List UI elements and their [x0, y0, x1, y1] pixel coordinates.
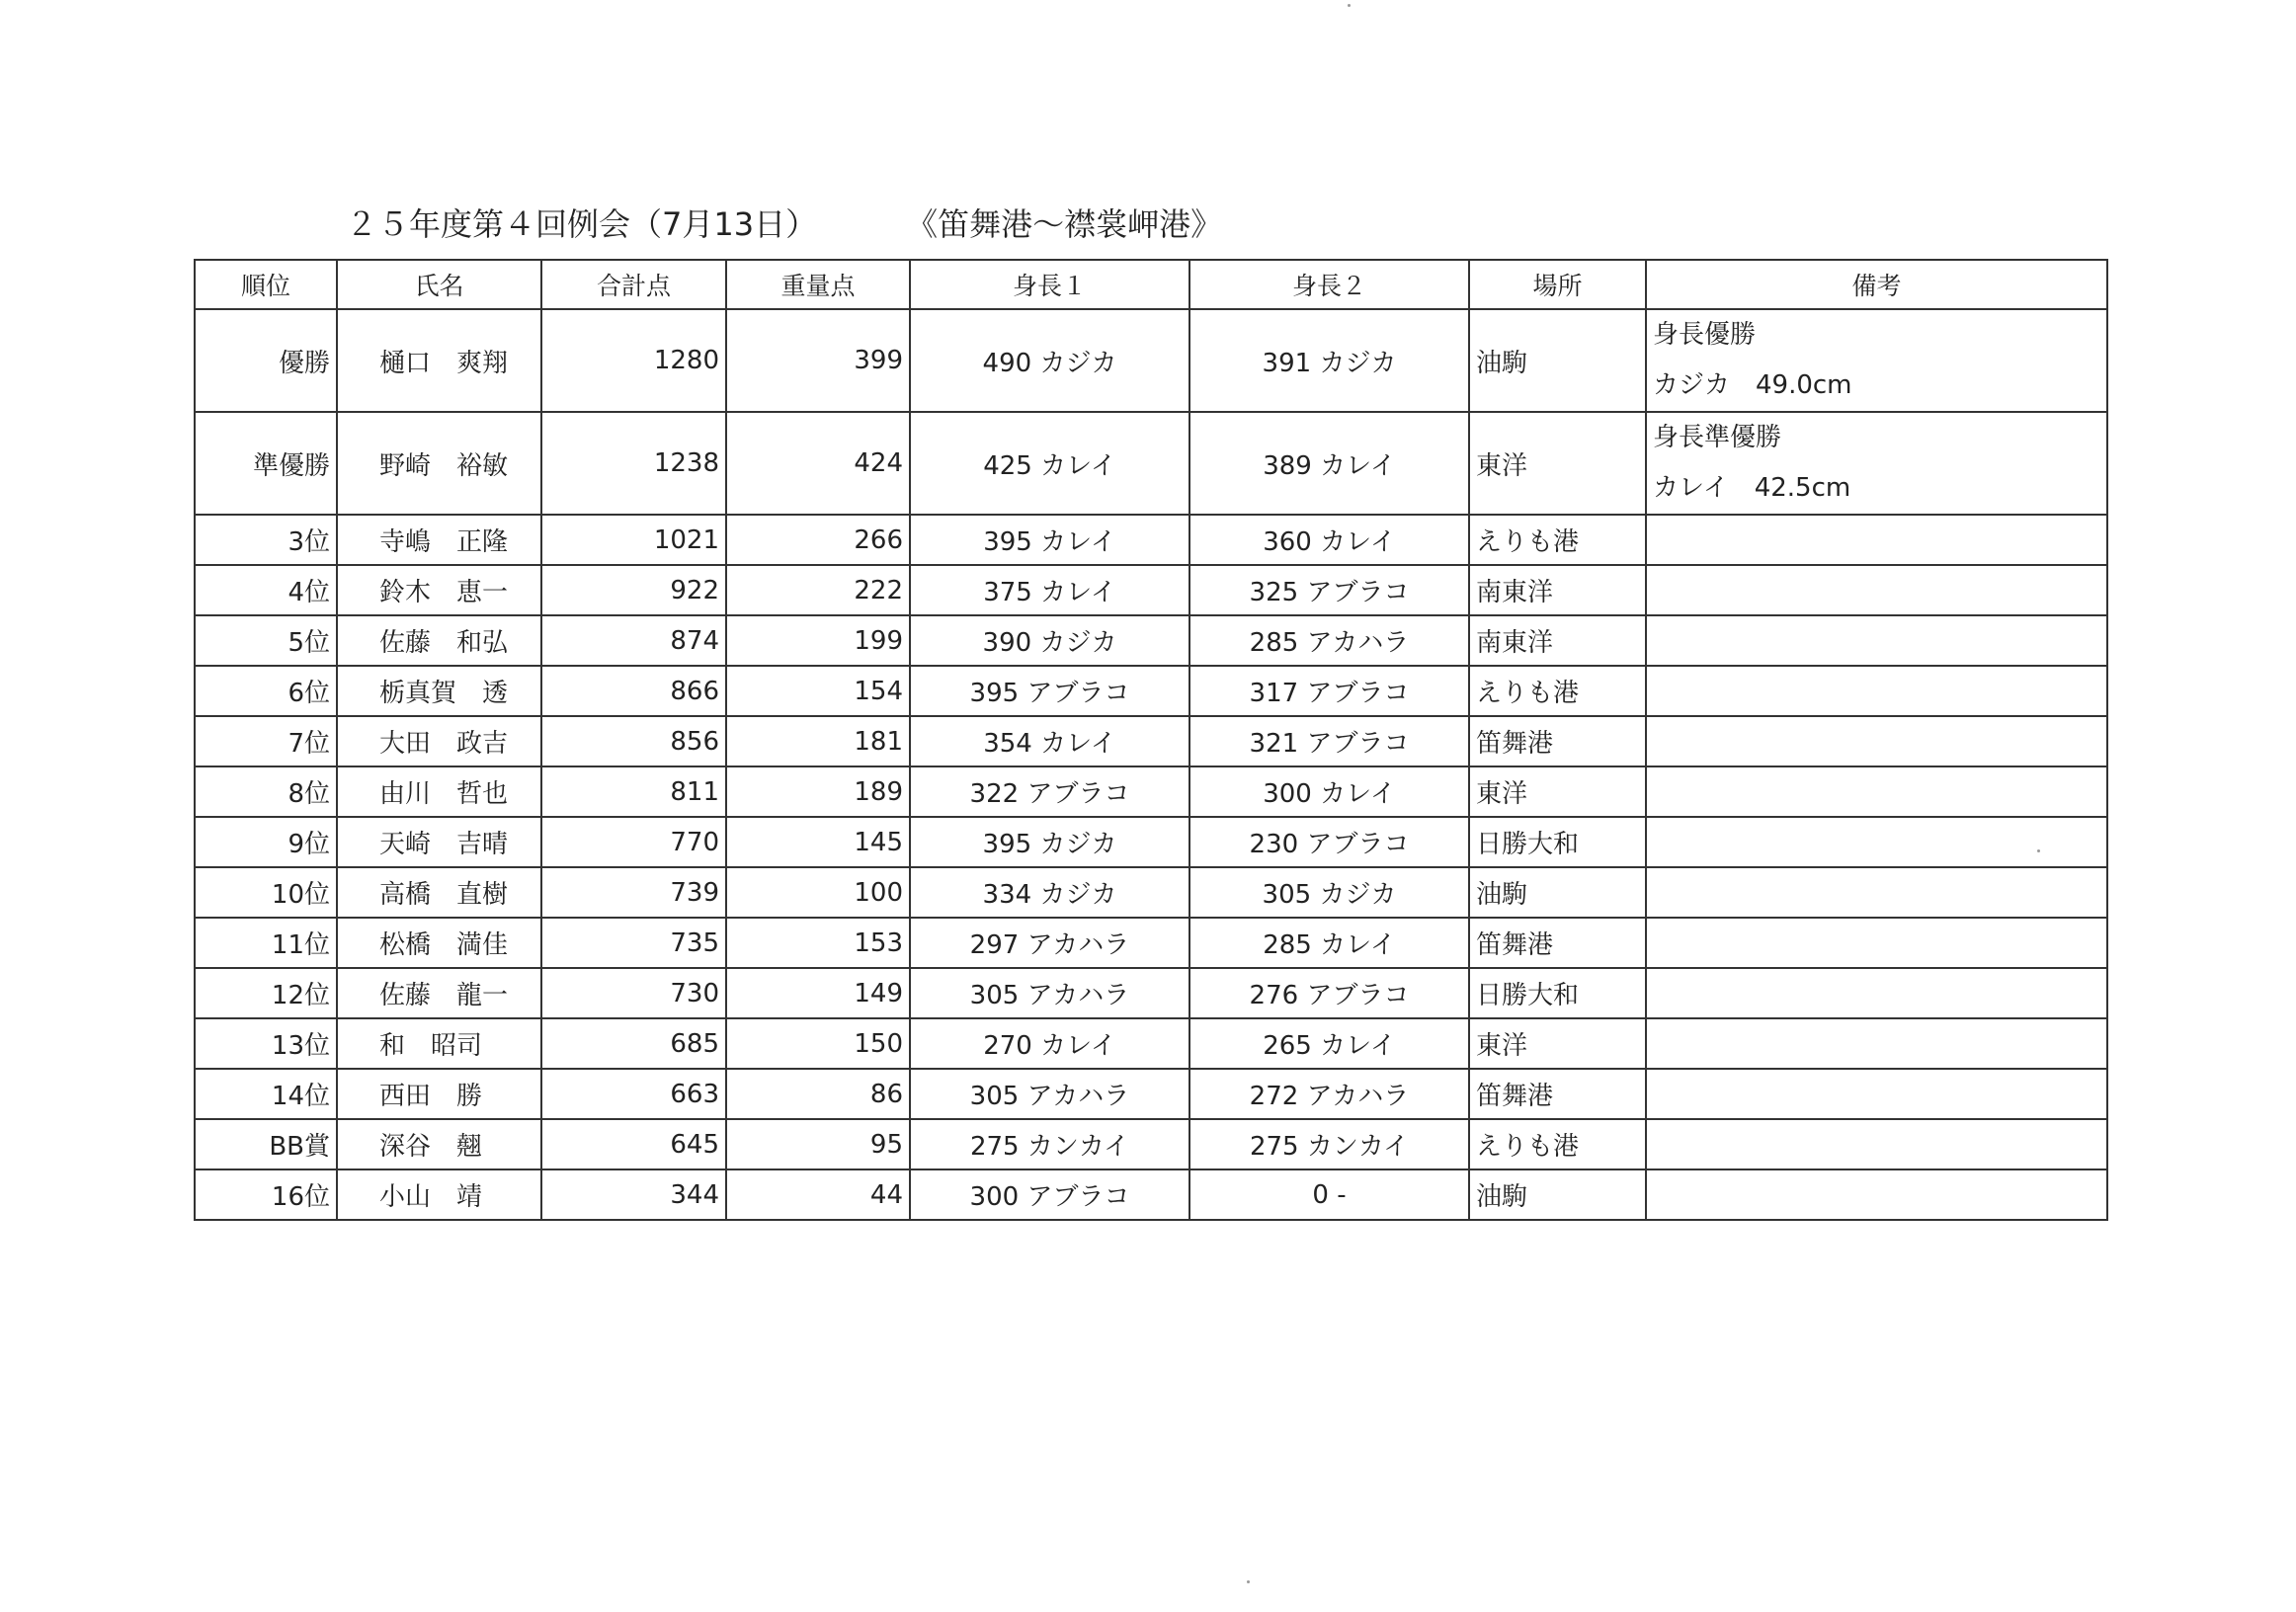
weight-score-cell: 154 — [726, 666, 910, 716]
total-score-cell: 663 — [541, 1069, 726, 1119]
place-cell: 日勝大和 — [1469, 817, 1646, 867]
notes-cell — [1646, 1119, 2107, 1169]
total-score-cell: 856 — [541, 716, 726, 766]
rank-cell: 準優勝 — [195, 412, 337, 515]
table-row — [195, 1169, 2107, 1220]
table-row — [195, 412, 2107, 515]
rank-cell: 11位 — [195, 918, 337, 968]
place-cell: 日勝大和 — [1469, 968, 1646, 1018]
meeting-title: ２５年度第４回例会（7月13日） — [346, 205, 818, 243]
name-cell: 樋口 爽翔 — [337, 309, 541, 412]
length-2-cell: 285 アカハラ — [1189, 615, 1469, 666]
name-cell: 鈴木 恵一 — [337, 565, 541, 615]
route-title: 《笛舞港～襟裳岬港》 — [906, 205, 1223, 243]
table-row — [195, 918, 2107, 968]
place-cell: 油駒 — [1469, 1169, 1646, 1220]
length-2-cell: 276 アブラコ — [1189, 968, 1469, 1018]
table-row — [195, 309, 2107, 412]
length-1-cell: 300 アブラコ — [910, 1169, 1189, 1220]
note-line: 身長準優勝 — [1653, 423, 1782, 452]
total-score-cell: 344 — [541, 1169, 726, 1220]
length-1-cell: 322 アブラコ — [910, 766, 1189, 817]
length-2-cell: 360 カレイ — [1189, 515, 1469, 565]
document-title — [346, 198, 1222, 247]
table-row — [195, 666, 2107, 716]
length-1-cell: 275 カンカイ — [910, 1119, 1189, 1169]
length-1-cell: 395 アブラコ — [910, 666, 1189, 716]
place-cell: えりも港 — [1469, 1119, 1646, 1169]
rank-cell: 8位 — [195, 766, 337, 817]
total-score-cell: 770 — [541, 817, 726, 867]
notes-cell — [1646, 565, 2107, 615]
name-cell: 大田 政吉 — [337, 716, 541, 766]
notes-cell — [1646, 412, 2107, 515]
note-line: 身長優勝 — [1653, 320, 1757, 350]
weight-score-cell: 145 — [726, 817, 910, 867]
length-2-cell: 305 カジカ — [1189, 867, 1469, 918]
notes-cell — [1646, 515, 2107, 565]
total-score-cell: 874 — [541, 615, 726, 666]
scan-speck — [1348, 4, 1351, 7]
length-2-cell: 317 アブラコ — [1189, 666, 1469, 716]
rank-cell: 13位 — [195, 1018, 337, 1069]
place-cell: えりも港 — [1469, 515, 1646, 565]
weight-score-cell: 153 — [726, 918, 910, 968]
name-cell: 佐藤 龍一 — [337, 968, 541, 1018]
notes-cell — [1646, 1069, 2107, 1119]
length-1-cell: 395 カジカ — [910, 817, 1189, 867]
rank-cell: 16位 — [195, 1169, 337, 1220]
rank-cell: 5位 — [195, 615, 337, 666]
length-2-cell: 325 アブラコ — [1189, 565, 1469, 615]
rank-cell: 9位 — [195, 817, 337, 867]
weight-score-cell: 86 — [726, 1069, 910, 1119]
table-row — [195, 817, 2107, 867]
length-1-cell: 270 カレイ — [910, 1018, 1189, 1069]
length-1-cell: 297 アカハラ — [910, 918, 1189, 968]
weight-score-cell: 189 — [726, 766, 910, 817]
length-2-cell: 300 カレイ — [1189, 766, 1469, 817]
rank-cell: BB賞 — [195, 1119, 337, 1169]
results-body — [195, 309, 2107, 1220]
header-name: 氏名 — [337, 260, 541, 309]
place-cell: 東洋 — [1469, 1018, 1646, 1069]
weight-score-cell: 95 — [726, 1119, 910, 1169]
weight-score-cell: 266 — [726, 515, 910, 565]
weight-score-cell: 149 — [726, 968, 910, 1018]
name-cell: 野崎 裕敏 — [337, 412, 541, 515]
total-score-cell: 1238 — [541, 412, 726, 515]
header-weight: 重量点 — [726, 260, 910, 309]
total-score-cell: 735 — [541, 918, 726, 968]
length-1-cell: 334 カジカ — [910, 867, 1189, 918]
notes-cell — [1646, 918, 2107, 968]
table-row — [195, 968, 2107, 1018]
table-row — [195, 1018, 2107, 1069]
name-cell: 佐藤 和弘 — [337, 615, 541, 666]
table-row — [195, 565, 2107, 615]
header-place: 場所 — [1469, 260, 1646, 309]
weight-score-cell: 44 — [726, 1169, 910, 1220]
place-cell: えりも港 — [1469, 666, 1646, 716]
rank-cell: 3位 — [195, 515, 337, 565]
name-cell: 天崎 吉晴 — [337, 817, 541, 867]
table-header-row — [195, 260, 2107, 309]
notes-cell — [1646, 1169, 2107, 1220]
name-cell: 栃真賀 透 — [337, 666, 541, 716]
table-row — [195, 716, 2107, 766]
total-score-cell: 685 — [541, 1018, 726, 1069]
length-2-cell: 391 カジカ — [1189, 309, 1469, 412]
length-1-cell: 305 アカハラ — [910, 1069, 1189, 1119]
place-cell: 笛舞港 — [1469, 918, 1646, 968]
length-2-cell: 321 アブラコ — [1189, 716, 1469, 766]
notes-cell — [1646, 309, 2107, 412]
notes-cell — [1646, 867, 2107, 918]
header-length-1: 身長１ — [910, 260, 1189, 309]
note-line: カレイ 42.5cm — [1653, 473, 1851, 503]
name-cell: 西田 勝 — [337, 1069, 541, 1119]
name-cell: 寺嶋 正隆 — [337, 515, 541, 565]
notes-cell — [1646, 766, 2107, 817]
place-cell: 南東洋 — [1469, 615, 1646, 666]
length-2-cell: 389 カレイ — [1189, 412, 1469, 515]
place-cell: 笛舞港 — [1469, 716, 1646, 766]
place-cell: 油駒 — [1469, 309, 1646, 412]
header-total: 合計点 — [541, 260, 726, 309]
weight-score-cell: 399 — [726, 309, 910, 412]
length-2-cell: 275 カンカイ — [1189, 1119, 1469, 1169]
name-cell: 小山 靖 — [337, 1169, 541, 1220]
length-2-cell: 285 カレイ — [1189, 918, 1469, 968]
header-rank: 順位 — [195, 260, 337, 309]
total-score-cell: 1280 — [541, 309, 726, 412]
total-score-cell: 645 — [541, 1119, 726, 1169]
length-1-cell: 354 カレイ — [910, 716, 1189, 766]
table-row — [195, 515, 2107, 565]
weight-score-cell: 181 — [726, 716, 910, 766]
length-2-cell: 272 アカハラ — [1189, 1069, 1469, 1119]
length-2-cell: 230 アブラコ — [1189, 817, 1469, 867]
total-score-cell: 739 — [541, 867, 726, 918]
weight-score-cell: 424 — [726, 412, 910, 515]
total-score-cell: 730 — [541, 968, 726, 1018]
notes-cell — [1646, 615, 2107, 666]
table-row — [195, 1119, 2107, 1169]
name-cell: 和 昭司 — [337, 1018, 541, 1069]
total-score-cell: 811 — [541, 766, 726, 817]
notes-cell — [1646, 1018, 2107, 1069]
name-cell: 由川 哲也 — [337, 766, 541, 817]
rank-cell: 6位 — [195, 666, 337, 716]
name-cell: 高橋 直樹 — [337, 867, 541, 918]
total-score-cell: 866 — [541, 666, 726, 716]
name-cell: 深谷 翹 — [337, 1119, 541, 1169]
table-row — [195, 867, 2107, 918]
length-1-cell: 305 アカハラ — [910, 968, 1189, 1018]
weight-score-cell: 150 — [726, 1018, 910, 1069]
scan-speck — [2037, 849, 2040, 852]
weight-score-cell: 222 — [726, 565, 910, 615]
total-score-cell: 922 — [541, 565, 726, 615]
notes-cell — [1646, 817, 2107, 867]
rank-cell: 優勝 — [195, 309, 337, 412]
rank-cell: 10位 — [195, 867, 337, 918]
notes-cell — [1646, 666, 2107, 716]
header-notes: 備考 — [1646, 260, 2107, 309]
results-table — [194, 259, 2108, 1221]
table-row — [195, 615, 2107, 666]
length-1-cell: 375 カレイ — [910, 565, 1189, 615]
notes-cell — [1646, 968, 2107, 1018]
length-1-cell: 490 カジカ — [910, 309, 1189, 412]
place-cell: 東洋 — [1469, 766, 1646, 817]
length-1-cell: 395 カレイ — [910, 515, 1189, 565]
place-cell: 笛舞港 — [1469, 1069, 1646, 1119]
table-row — [195, 1069, 2107, 1119]
place-cell: 油駒 — [1469, 867, 1646, 918]
note-line: カジカ 49.0cm — [1653, 370, 1852, 400]
scan-speck — [1247, 1580, 1250, 1583]
header-length-2: 身長２ — [1189, 260, 1469, 309]
rank-cell: 4位 — [195, 565, 337, 615]
length-1-cell: 425 カレイ — [910, 412, 1189, 515]
rank-cell: 14位 — [195, 1069, 337, 1119]
weight-score-cell: 100 — [726, 867, 910, 918]
length-2-cell: 0 - — [1189, 1169, 1469, 1220]
weight-score-cell: 199 — [726, 615, 910, 666]
place-cell: 南東洋 — [1469, 565, 1646, 615]
notes-cell — [1646, 716, 2107, 766]
place-cell: 東洋 — [1469, 412, 1646, 515]
table-row — [195, 766, 2107, 817]
total-score-cell: 1021 — [541, 515, 726, 565]
length-1-cell: 390 カジカ — [910, 615, 1189, 666]
rank-cell: 7位 — [195, 716, 337, 766]
length-2-cell: 265 カレイ — [1189, 1018, 1469, 1069]
name-cell: 松橋 満佳 — [337, 918, 541, 968]
rank-cell: 12位 — [195, 968, 337, 1018]
